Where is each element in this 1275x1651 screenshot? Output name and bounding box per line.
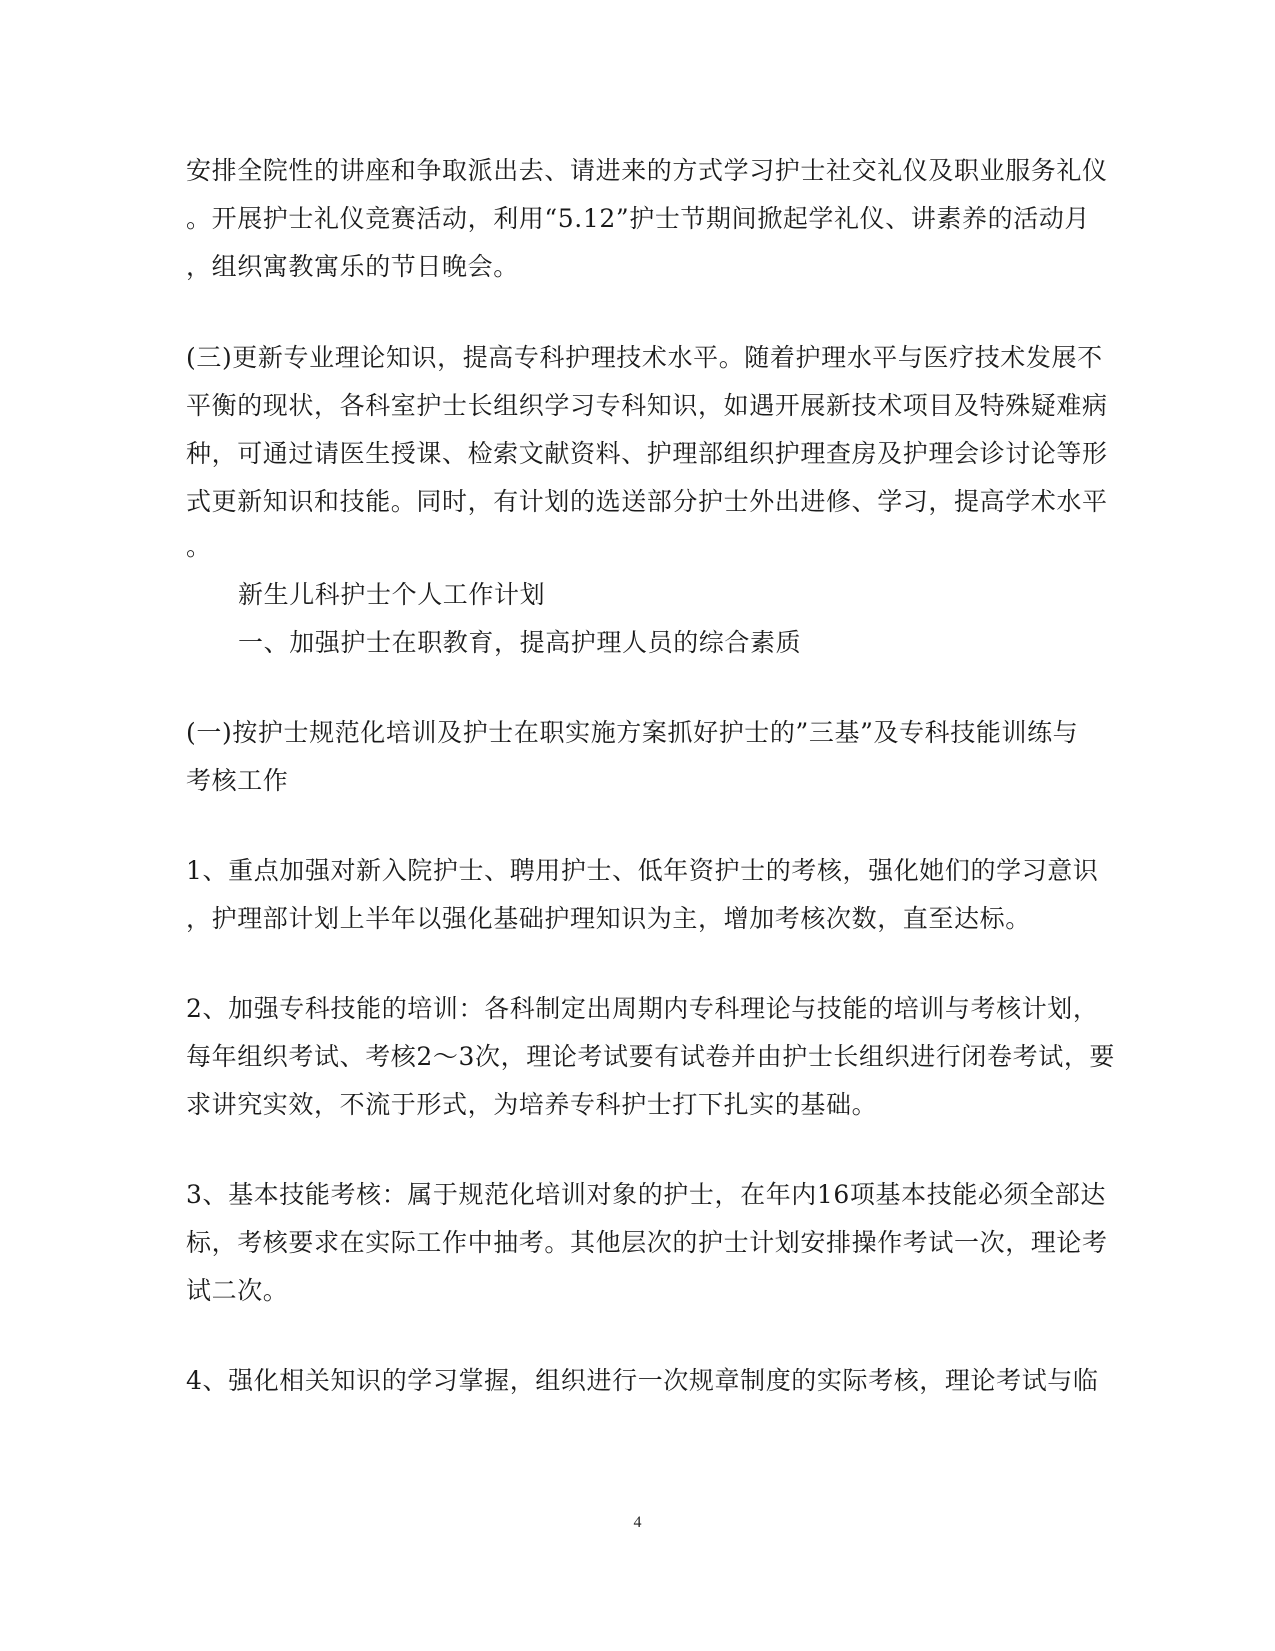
text-line: ，组织寓教寓乐的节日晚会。 — [186, 252, 519, 281]
text-line: 4、强化相关知识的学习掌握，组织进行一次规章制度的实际考核，理论考试与临 — [186, 1366, 1099, 1395]
text-line: 种，可通过请医生授课、检索文献资料、护理部组织护理查房及护理会诊讨论等形 — [186, 439, 1108, 468]
text-line: 考核工作 — [186, 766, 289, 795]
text-line: 式更新知识和技能。同时，有计划的选送部分护士外出进修、学习，提高学术水平 — [186, 487, 1108, 516]
section-heading: 一、加强护士在职教育，提高护理人员的综合素质 — [238, 628, 802, 657]
text-line: (一)按护士规范化培训及护士在职实施方案抓好护士的”三基”及专科技能训练与 — [186, 718, 1079, 747]
page-number: 4 — [633, 1514, 642, 1531]
text-line: 求讲究实效，不流于形式，为培养专科护士打下扎实的基础。 — [186, 1090, 878, 1119]
text-line: 。 — [186, 532, 212, 561]
text-line: 。开展护士礼仪竞赛活动，利用“5.12”护士节期间掀起学礼仪、讲素养的活动月 — [186, 204, 1091, 233]
text-line: 1、重点加强对新入院护士、聘用护士、低年资护士的考核，强化她们的学习意识 — [186, 856, 1099, 885]
text-line: (三)更新专业理论知识，提高专科护理技术水平。随着护理水平与医疗技术发展不 — [186, 343, 1103, 372]
text-line: 试二次。 — [186, 1276, 289, 1305]
text-line: 标，考核要求在实际工作中抽考。其他层次的护士计划安排操作考试一次，理论考 — [186, 1228, 1108, 1257]
text-line: 2、加强专科技能的培训：各科制定出周期内专科理论与技能的培训与考核计划， — [186, 994, 1099, 1023]
text-line: 安排全院性的讲座和争取派出去、请进来的方式学习护士社交礼仪及职业服务礼仪 — [186, 156, 1108, 185]
text-line: 平衡的现状，各科室护士长组织学习专科知识，如遇开展新技术项目及特殊疑难病 — [186, 391, 1108, 420]
section-heading: 新生儿科护士个人工作计划 — [238, 580, 546, 609]
text-line: 每年组织考试、考核2～3次，理论考试要有试卷并由护士长组织进行闭卷考试，要 — [186, 1042, 1116, 1071]
text-line: 3、基本技能考核：属于规范化培训对象的护士，在年内16项基本技能必须全部达 — [186, 1180, 1106, 1209]
text-line: ，护理部计划上半年以强化基础护理知识为主，增加考核次数，直至达标。 — [186, 904, 1031, 933]
